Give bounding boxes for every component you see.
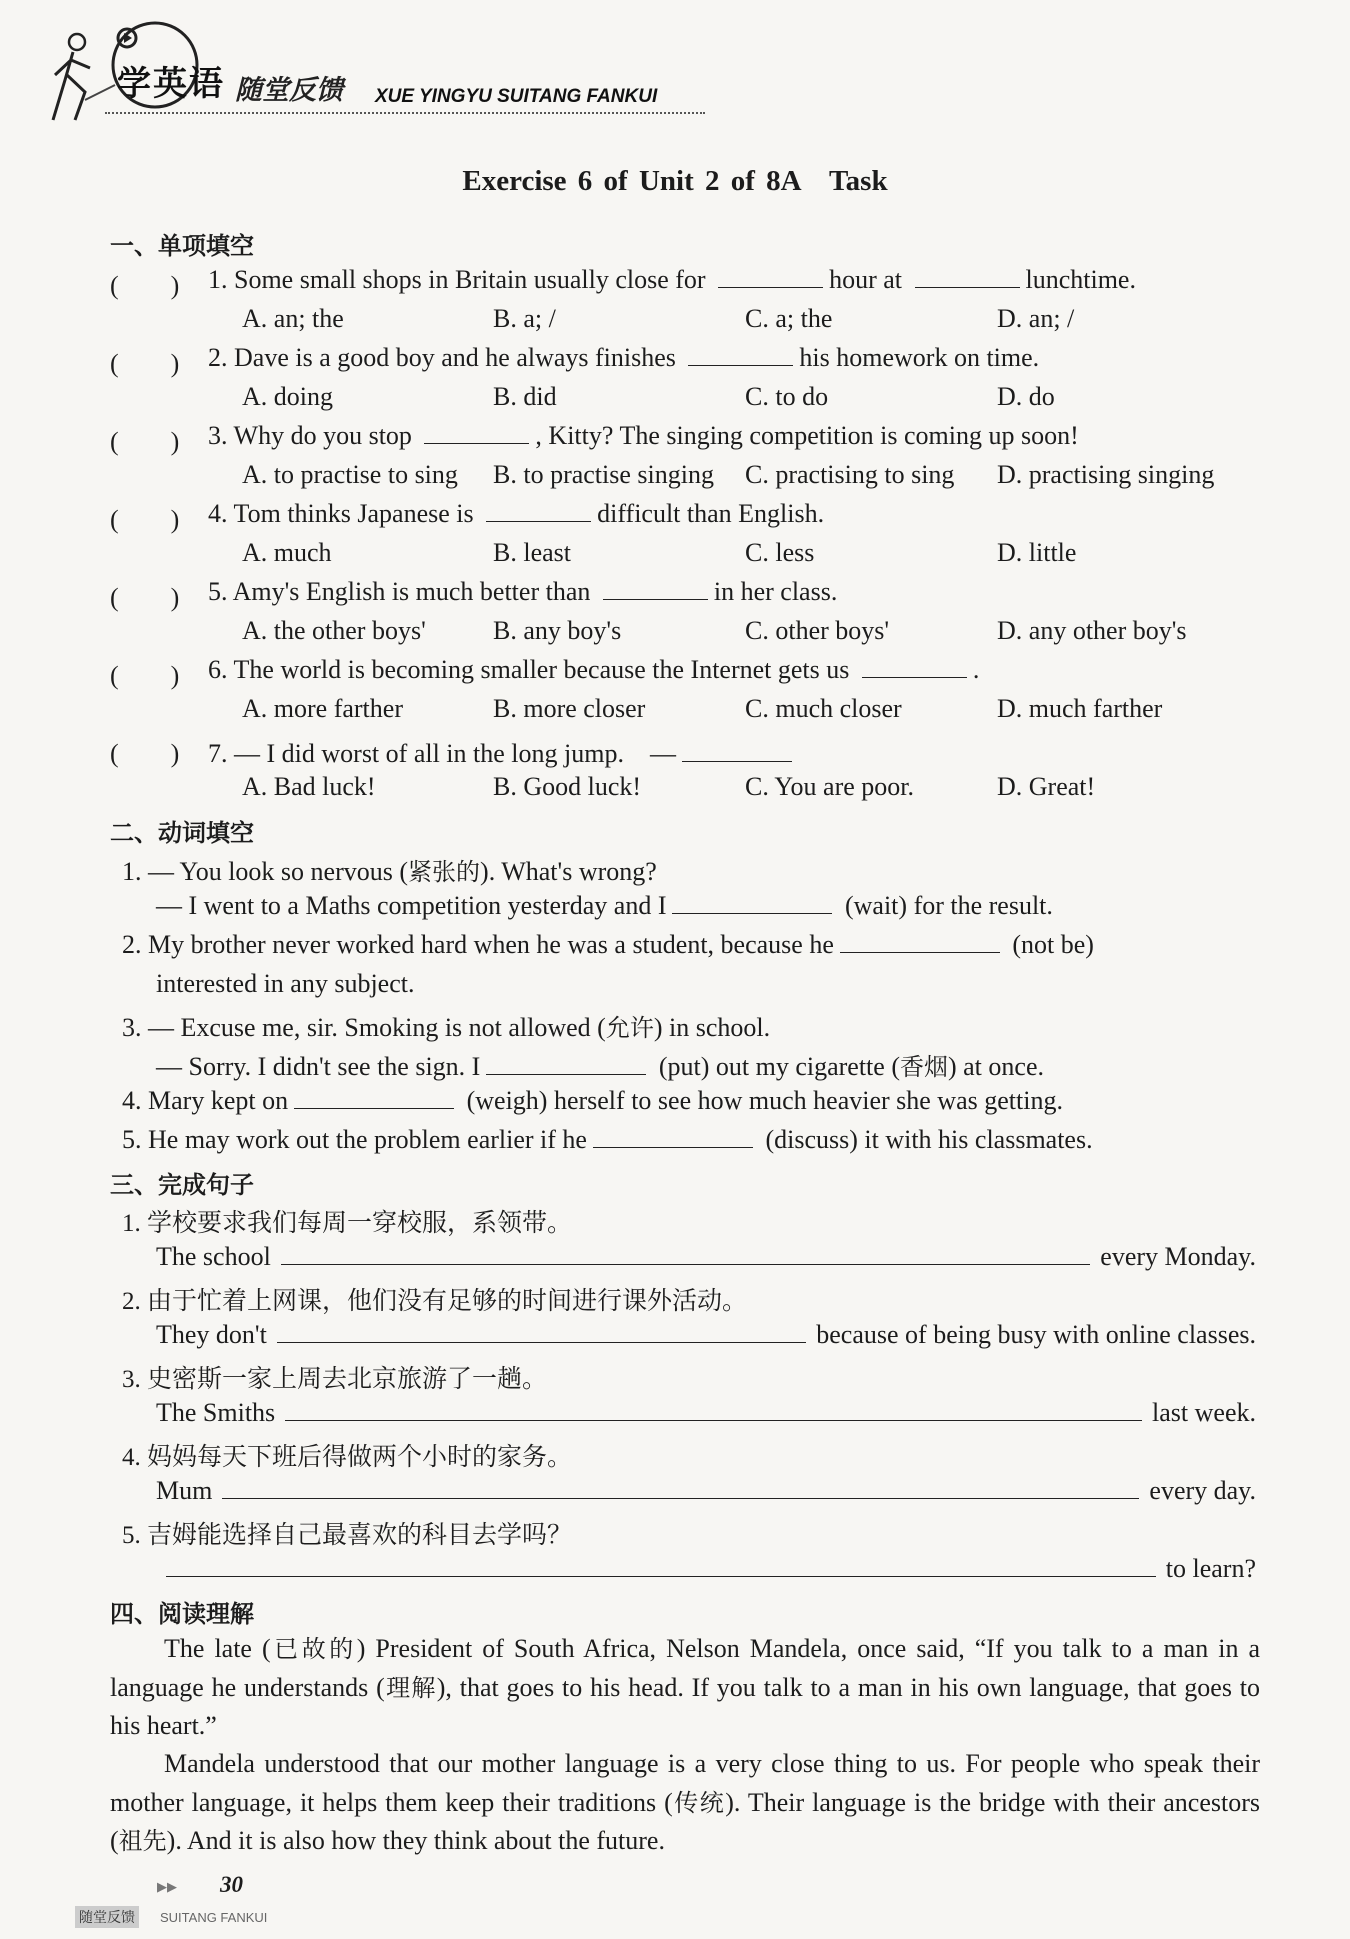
page-number: 30 (220, 1872, 243, 1897)
answer-paren[interactable]: ( ) (110, 271, 180, 300)
verb-item-1a: 1. — You look so nervous (紧张的). What's wrong? (122, 857, 657, 886)
answer-line[interactable] (222, 1478, 1139, 1499)
mc-option[interactable]: C. to do (745, 382, 829, 411)
sentence-answer-row: Mum every day. (156, 1476, 1256, 1505)
footer-label-en: SUITANG FANKUI (160, 1910, 268, 1925)
mc-option[interactable]: D. much farther (997, 694, 1163, 723)
answer-blank[interactable] (593, 1127, 753, 1148)
mc-option[interactable]: B. did (493, 382, 557, 411)
answer-blank[interactable] (718, 267, 823, 288)
mc-option[interactable]: C. much closer (745, 694, 902, 723)
answer-paren[interactable]: ( ) (110, 505, 180, 534)
mc-option[interactable]: B. Good luck! (493, 772, 642, 801)
answer-paren[interactable]: ( ) (110, 661, 180, 690)
section-heading-2: 二、动词填空 (110, 819, 254, 847)
mc-option[interactable]: A. an; the (242, 304, 344, 333)
answer-blank[interactable] (672, 893, 832, 914)
mc-question-1: 1. Some small shops in Britain usually close for hour at lunchtime. (208, 265, 1136, 294)
page-title: Exercise 6 of Unit 2 of 8A Task (462, 165, 888, 197)
verb-item-2b: interested in any subject. (156, 969, 415, 998)
verb-item-5: 5. He may work out the problem earlier if he (discuss) it with his classmates. (122, 1125, 1093, 1154)
mc-question-2: 2. Dave is a good boy and he always finishes his homework on time. (208, 343, 1040, 372)
reading-paragraph-1: The late (已故的) President of South Africa, Nelson Mandela, once said, “If you talk to a man in a language he understands (理解), that goes to his head. If you talk to a man in his own language, that goes to his heart.” (110, 1634, 1261, 1740)
mc-option[interactable]: A. doing (242, 382, 333, 411)
answer-line[interactable] (277, 1322, 806, 1343)
sentence-answer-row: The Smiths last week. (156, 1398, 1256, 1427)
answer-blank[interactable] (682, 741, 792, 762)
answer-paren[interactable]: ( ) (110, 427, 180, 456)
footer (75, 1872, 355, 1932)
footer-label-cn: 随堂反馈 (75, 1906, 139, 1928)
answer-blank[interactable] (424, 423, 529, 444)
answer-blank[interactable] (603, 579, 708, 600)
sentence-answer-row: The school every Monday. (156, 1242, 1256, 1271)
sentence-prompt-cn: 1. 学校要求我们每周一穿校服，系领带。 (122, 1210, 573, 1237)
verb-item-3b: — Sorry. I didn't see the sign. I (put) out my cigarette (香烟) at once. (156, 1052, 1044, 1081)
mc-option[interactable]: A. Bad luck! (242, 772, 376, 801)
mc-option[interactable]: B. to practise singing (493, 460, 714, 489)
reading-paragraph-2: Mandela understood that our mother language is a very close thing to us. For people who speak their mother language, it helps them keep their traditions (传统). Their language is the bridge with their ancestors (祖先). And it is also how they think about the future. (110, 1749, 1261, 1855)
answer-line[interactable] (281, 1244, 1090, 1265)
brand-title-cn: 学英语 (117, 64, 225, 104)
header (45, 20, 685, 130)
sentence-answer-row: to learn? (156, 1554, 1256, 1584)
mc-question-6: 6. The world is becoming smaller because the Internet gets us . (208, 655, 980, 684)
section-heading-3: 三、完成句子 (110, 1171, 254, 1199)
mc-option[interactable]: B. a; / (493, 304, 556, 333)
mc-option[interactable]: D. any other boy's (997, 616, 1187, 645)
mc-option[interactable]: D. little (997, 538, 1077, 567)
mc-option[interactable]: C. less (745, 538, 815, 567)
answer-line[interactable] (166, 1556, 1156, 1577)
mc-question-5: 5. Amy's English is much better than in her class. (208, 577, 838, 606)
sentence-prompt-cn: 3. 史密斯一家上周去北京旅游了一趟。 (122, 1366, 548, 1393)
mc-option[interactable]: D. practising singing (997, 460, 1215, 489)
brand-subtitle-cn: 随堂反馈 (235, 75, 343, 106)
answer-paren[interactable]: ( ) (110, 349, 180, 378)
answer-blank[interactable] (486, 501, 591, 522)
answer-paren[interactable]: ( ) (110, 739, 180, 768)
mc-option[interactable]: A. the other boys' (242, 616, 426, 645)
sentence-prompt-cn: 2. 由于忙着上网课，他们没有足够的时间进行课外活动。 (122, 1288, 748, 1315)
answer-paren[interactable]: ( ) (110, 583, 180, 612)
answer-blank[interactable] (294, 1088, 454, 1109)
header-divider (105, 112, 705, 114)
answer-blank[interactable] (862, 657, 967, 678)
sentence-prompt-cn: 4. 妈妈每天下班后得做两个小时的家务。 (122, 1444, 573, 1471)
answer-blank[interactable] (688, 345, 793, 366)
mc-option[interactable]: B. any boy's (493, 616, 622, 645)
sentence-answer-row: They don't because of being busy with online classes. (156, 1320, 1256, 1349)
section-heading-4: 四、阅读理解 (110, 1600, 254, 1628)
answer-line[interactable] (285, 1400, 1142, 1421)
section-heading-1: 一、单项填空 (110, 232, 254, 260)
mc-option[interactable]: C. other boys' (745, 616, 890, 645)
mc-question-4: 4. Tom thinks Japanese is difficult than English. (208, 499, 825, 528)
mc-option[interactable]: A. much (242, 538, 332, 567)
verb-item-1b: — I went to a Maths competition yesterday and I (wait) for the result. (156, 891, 1053, 920)
mc-option[interactable]: C. a; the (745, 304, 833, 333)
brand-title-en: XUE YINGYU SUITANG FANKUI (375, 86, 658, 107)
answer-blank[interactable] (486, 1054, 646, 1075)
answer-blank[interactable] (840, 932, 1000, 953)
mc-question-3: 3. Why do you stop , Kitty? The singing competition is coming up soon! (208, 421, 1079, 450)
mc-option[interactable]: A. to practise to sing (242, 460, 458, 489)
mc-option[interactable]: D. an; / (997, 304, 1075, 333)
verb-item-4: 4. Mary kept on (weigh) herself to see how much heavier she was getting. (122, 1086, 1063, 1115)
verb-item-3a: 3. — Excuse me, sir. Smoking is not allowed (允许) in school. (122, 1013, 771, 1042)
answer-blank[interactable] (915, 267, 1020, 288)
arrow-icon: ▶▶ (157, 1880, 177, 1895)
mc-option[interactable]: B. least (493, 538, 571, 567)
verb-item-2a: 2. My brother never worked hard when he was a student, because he (not be) (122, 930, 1094, 959)
sentence-prompt-cn: 5. 吉姆能选择自己最喜欢的科目去学吗？ (122, 1522, 573, 1549)
mc-question-7: 7. — I did worst of all in the long jump. — (208, 733, 798, 770)
mc-option[interactable]: C. You are poor. (745, 772, 915, 801)
mc-option[interactable]: A. more farther (242, 694, 403, 723)
mc-option[interactable]: D. do (997, 382, 1055, 411)
mc-option[interactable]: D. Great! (997, 772, 1096, 801)
mc-option[interactable]: B. more closer (493, 694, 646, 723)
mc-option[interactable]: C. practising to sing (745, 460, 955, 489)
